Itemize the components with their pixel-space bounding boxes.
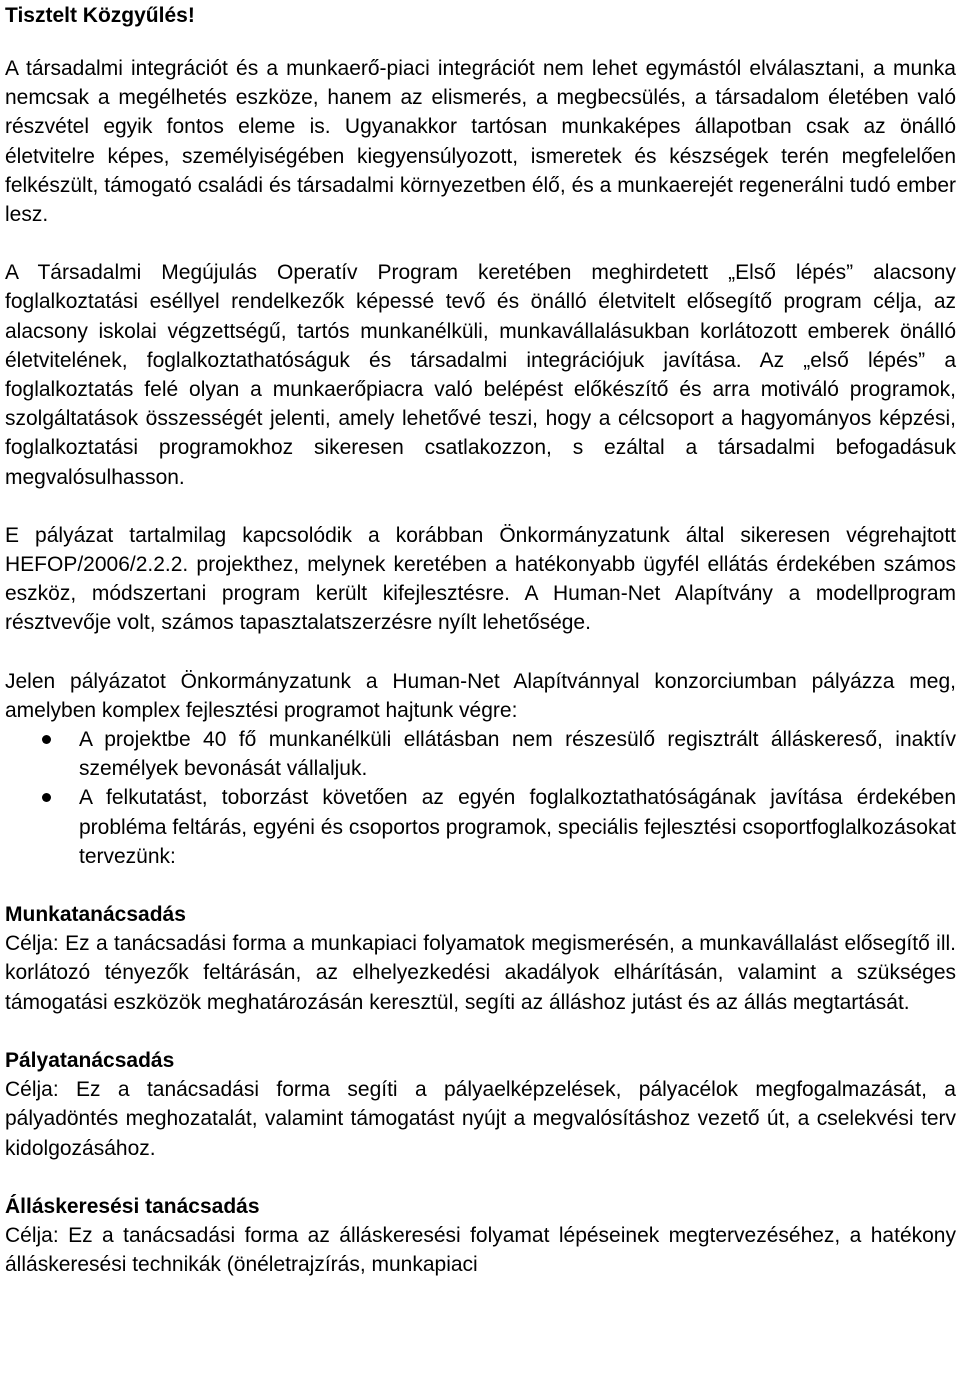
section-allaskeresesi-tanacsadas [5,1192,956,1280]
page-title: Tisztelt Közgyűlés! [5,4,195,27]
paragraph-consortium: Jelen pályázatot Önkormányzatunk a Human-Net Alapítvánnyal konzorciumban pályázza meg, amelyben komplex fejlesztési programot hajtunk végre: [5,669,956,722]
section-palyatanacsadas [5,1046,956,1163]
section-text: Célja: Ez a tanácsadási forma segíti a pályaelképzelések, pályacélok megfogalmazását, a pályadöntés meghozatalát, valamint támogatást nyújt a megvalósításhoz vezető út, a cselekvési terv kidolgozásához. [5,1078,956,1160]
section-heading: Munkatanácsadás [5,903,186,927]
section-text: Célja: Ez a tanácsadási forma a munkapiaci folyamatok megismerésén, a munkavállalást elősegítő ill. korlátozó tényezők feltárásán, az elhelyezkedési akadályok elhárításán, valamint a szükséges támogatási eszközök meghatározásán keresztül, segíti az álláshoz jutást és az állás megtartását. [5,932,956,1014]
section-heading: Pályatanácsadás [5,1048,175,1072]
bullet-list [5,725,956,871]
list-item-text: A projektbe 40 fő munkanélküli ellátásban nem részesülő regisztrált álláskereső, inaktív személyek bevonását vállaljuk. [79,728,956,781]
paragraph-hefop: E pályázat tartalmilag kapcsolódik a korábban Önkormányzatunk által sikeresen végrehajtott HEFOP/2006/2.2.2. projekthez, melynek keretében a hatékonyabb ügyfél ellátás érdekében számos eszköz, módszertani program került kifejlesztésre. A Human-Net Alapítvány a modellprogram résztvevője volt, számos tapasztalatszerzésre nyílt lehetősége. [5,523,956,635]
section-heading: Álláskeresési tanácsadás [5,1194,260,1218]
list-item [5,783,956,871]
paragraph-integration: A társadalmi integrációt és a munkaerő-piaci integrációt nem lehet egymástól elválasztani, a munka nemcsak a megélhetés eszköze, hanem az elismerés, a megbecsülés, a társadalom életében való részvétel egyik fontos eleme is. Ugyanakkor tartósan munkaképes állapotban csak az önálló életvitelre képes, személyiségében kiegyensúlyozott, ismeretek és készségek terén megfelelően felkészült, támogató családi és társadalmi környezetben élő, és a munkaerejét regenerálni tudó ember lesz. [5,57,956,227]
list-item-text: A felkutatást, toborzást követően az egyén foglalkoztathatóságának javítása érdekében probléma feltárás, egyéni és csoportos programok, speciális fejlesztési csoportfoglalkozásokat tervezünk: [79,786,956,868]
bullet-icon [42,735,51,744]
section-text: Célja: Ez a tanácsadási forma az álláskeresési folyamat lépéseinek megtervezéséhez, a hatékony álláskeresési technikák (önéletrajzírás, munkapiaci [5,1223,956,1277]
section-munkatanacsadas [5,900,956,1017]
list-item [5,725,956,783]
paragraph-program: A Társadalmi Megújulás Operatív Program keretében meghirdetett „Első lépés” alacsony foglalkoztatási eséllyel rendelkezők képessé tevő és önálló életvitelt elősegítő program célja, az alacsony iskolai végzettségű, tartós munkanélküli, munkavállalásukban korlátozott emberek önálló életvitelének, foglalkoztathatóságuk és társadalmi integrációjuk javítása. Az „első lépés” a foglalkoztatás felé olyan a munkaerőpiacra való belépést előkészítő és arra motiváló programok, szolgáltatások összességét jelenti, amely lehetővé teszi, hogy a célcsoport a hagyományos képzési, foglalkoztatási programokhoz sikeresen csatlakozzon, s ezáltal a társadalmi befogadásuk megvalósulhasson. [5,261,956,489]
bullet-icon [42,793,51,802]
document-page [5,0,956,1279]
